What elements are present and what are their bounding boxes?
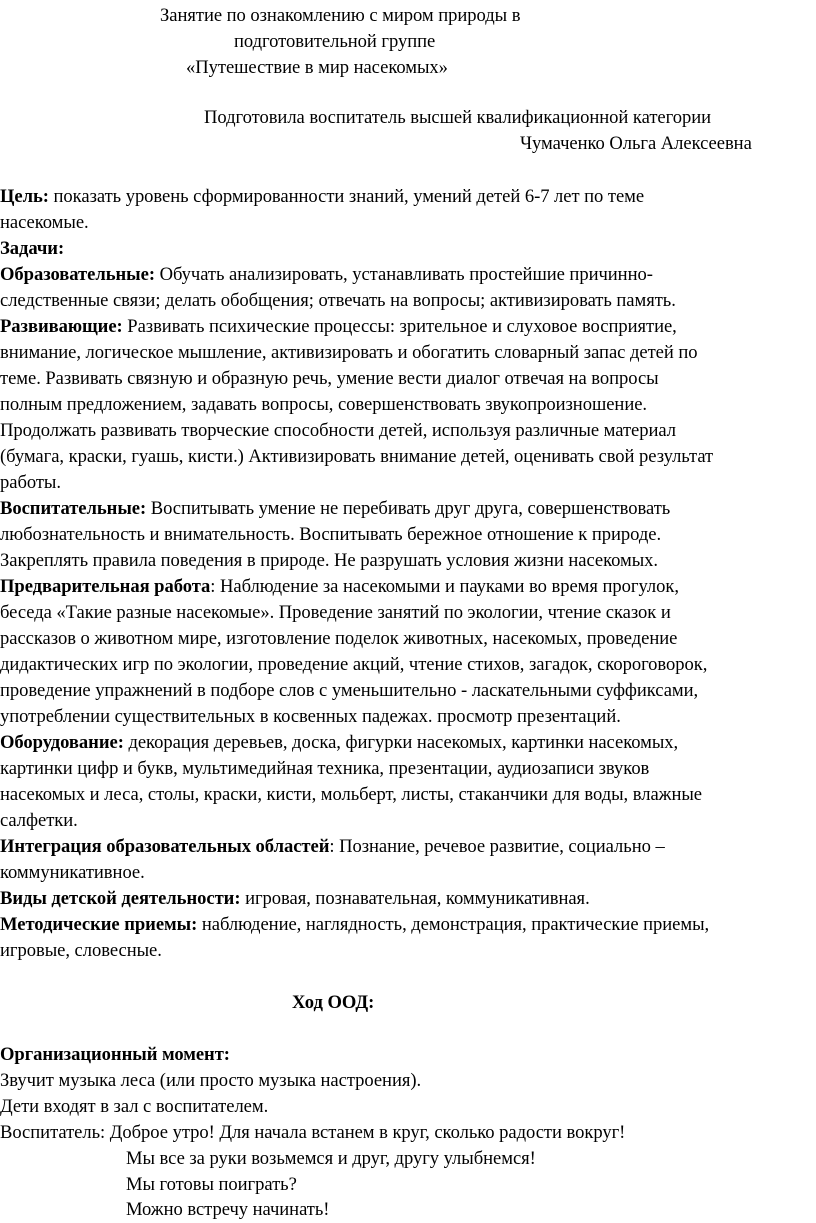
methods-line-2: игровые, словесные. <box>0 940 162 961</box>
integration-line-2: коммуникативное. <box>0 862 145 883</box>
org-moment-line-6: Можно встречу начинать! <box>126 1199 330 1220</box>
equipment-line-4: салфетки. <box>0 810 78 831</box>
educational-line-2: следственные связи; делать обобщения; отвечать на вопросы; активизировать память. <box>0 290 676 311</box>
developing-line-2: внимание, логическое мышление, активизировать и обогатить словарный запас детей по <box>0 342 698 363</box>
goal-text-1: показать уровень сформированности знаний, умений детей 6-7 лет по теме <box>48 186 645 207</box>
org-moment-line-3: Воспитатель: Доброе утро! Для начала встанем в круг, сколько радости вокруг! <box>0 1122 626 1143</box>
org-moment-heading: Организационный момент: <box>0 1044 230 1065</box>
preliminary-line-1: Предварительная работа: Наблюдение за насекомыми и пауками во время прогулок, <box>0 576 679 597</box>
org-moment-line-1: Звучит музыка леса (или просто музыка настроения). <box>0 1070 422 1091</box>
tasks-heading: Задачи: <box>0 238 65 259</box>
author-line-2: Чумаченко Ольга Алексеевна <box>520 133 752 154</box>
preliminary-label: Предварительная работа <box>0 576 211 597</box>
org-moment-line-5: Мы готовы поиграть? <box>126 1174 297 1195</box>
title-line-2: подготовительной группе <box>234 31 436 52</box>
activities-line-1: Виды детской деятельности: игровая, познавательная, коммуникативная. <box>0 888 590 909</box>
speaker-label: Воспитатель: <box>0 1122 106 1143</box>
goal-line-1 <box>0 184 644 210</box>
upbringing-line-1: Воспитательные: Воспитывать умение не перебивать друг друга, совершенствовать <box>0 498 671 519</box>
org-moment-line-2: Дети входят в зал с воспитателем. <box>0 1096 269 1117</box>
equipment-line-1: Оборудование: декорация деревьев, доска, фигурки насекомых, картинки насекомых, <box>0 732 679 753</box>
activities-label: Виды детской деятельности: <box>0 888 241 909</box>
equipment-line-3: насекомых и леса, столы, краски, кисти, мольберт, листы, стаканчики для воды, влажные <box>0 784 703 805</box>
goal-line-2: насекомые. <box>0 212 89 233</box>
preliminary-line-6: употреблении существительных в косвенных падежах. просмотр презентаций. <box>0 706 621 727</box>
developing-line-7: работы. <box>0 472 61 493</box>
equipment-line-2: картинки цифр и букв, мультимедийная техника, презентации, аудиозаписи звуков <box>0 758 650 779</box>
upbringing-line-2: любознательность и внимательность. Воспитывать бережное отношение к природе. <box>0 524 662 545</box>
methods-line-1: Методические приемы: наблюдение, наглядность, демонстрация, практические приемы, <box>0 914 710 935</box>
integration-line-1: Интеграция образовательных областей: Познание, речевое развитие, социально – <box>0 836 665 857</box>
developing-line-4: полным предложением, задавать вопросы, совершенствовать звукопроизношение. <box>0 394 648 415</box>
preliminary-line-3: рассказов о животном мире, изготовление поделок животных, насекомых, проведение <box>0 628 678 649</box>
methods-label: Методические приемы: <box>0 914 198 935</box>
developing-line-6: (бумага, краски, гуашь, кисти.) Активизировать внимание детей, оценивать свой результат <box>0 446 714 467</box>
preliminary-line-4: дидактических игр по экологии, проведение акций, чтение стихов, загадок, скороговорок, <box>0 654 708 675</box>
title-line-1: Занятие по ознакомлению с миром природы в <box>160 5 521 26</box>
integration-label: Интеграция образовательных областей <box>0 836 330 857</box>
preliminary-line-2: беседа «Такие разные насекомые». Проведение занятий по экологии, чтение сказок и <box>0 602 671 623</box>
developing-line-1: Развивающие: Развивать психические процессы: зрительное и слуховое восприятие, <box>0 316 677 337</box>
author-line-1: Подготовила воспитатель высшей квалификационной категории <box>204 107 712 128</box>
goal-label: Цель: <box>0 186 49 207</box>
equipment-label: Оборудование: <box>0 732 124 753</box>
developing-label: Развивающие: <box>0 316 123 337</box>
upbringing-label: Воспитательные: <box>0 498 147 519</box>
preliminary-line-5: проведение упражнений в подборе слов с уменьшительно - ласкательными суффиксами, <box>0 680 699 701</box>
title-line-3: «Путешествие в мир насекомых» <box>186 57 448 78</box>
developing-line-5: Продолжать развивать творческие способности детей, используя различные материал <box>0 420 677 441</box>
course-heading: Ход ООД: <box>292 992 375 1013</box>
educational-label: Образовательные: <box>0 264 155 285</box>
educational-line-1: Образовательные: Обучать анализировать, устанавливать простейшие причинно- <box>0 264 653 285</box>
upbringing-line-3: Закреплять правила поведения в природе. Не разрушать условия жизни насекомых. <box>0 550 659 571</box>
org-moment-line-4: Мы все за руки возьмемся и друг, другу улыбнемся! <box>126 1148 536 1169</box>
developing-line-3: теме. Развивать связную и образную речь, умение вести диалог отвечая на вопросы <box>0 368 659 389</box>
